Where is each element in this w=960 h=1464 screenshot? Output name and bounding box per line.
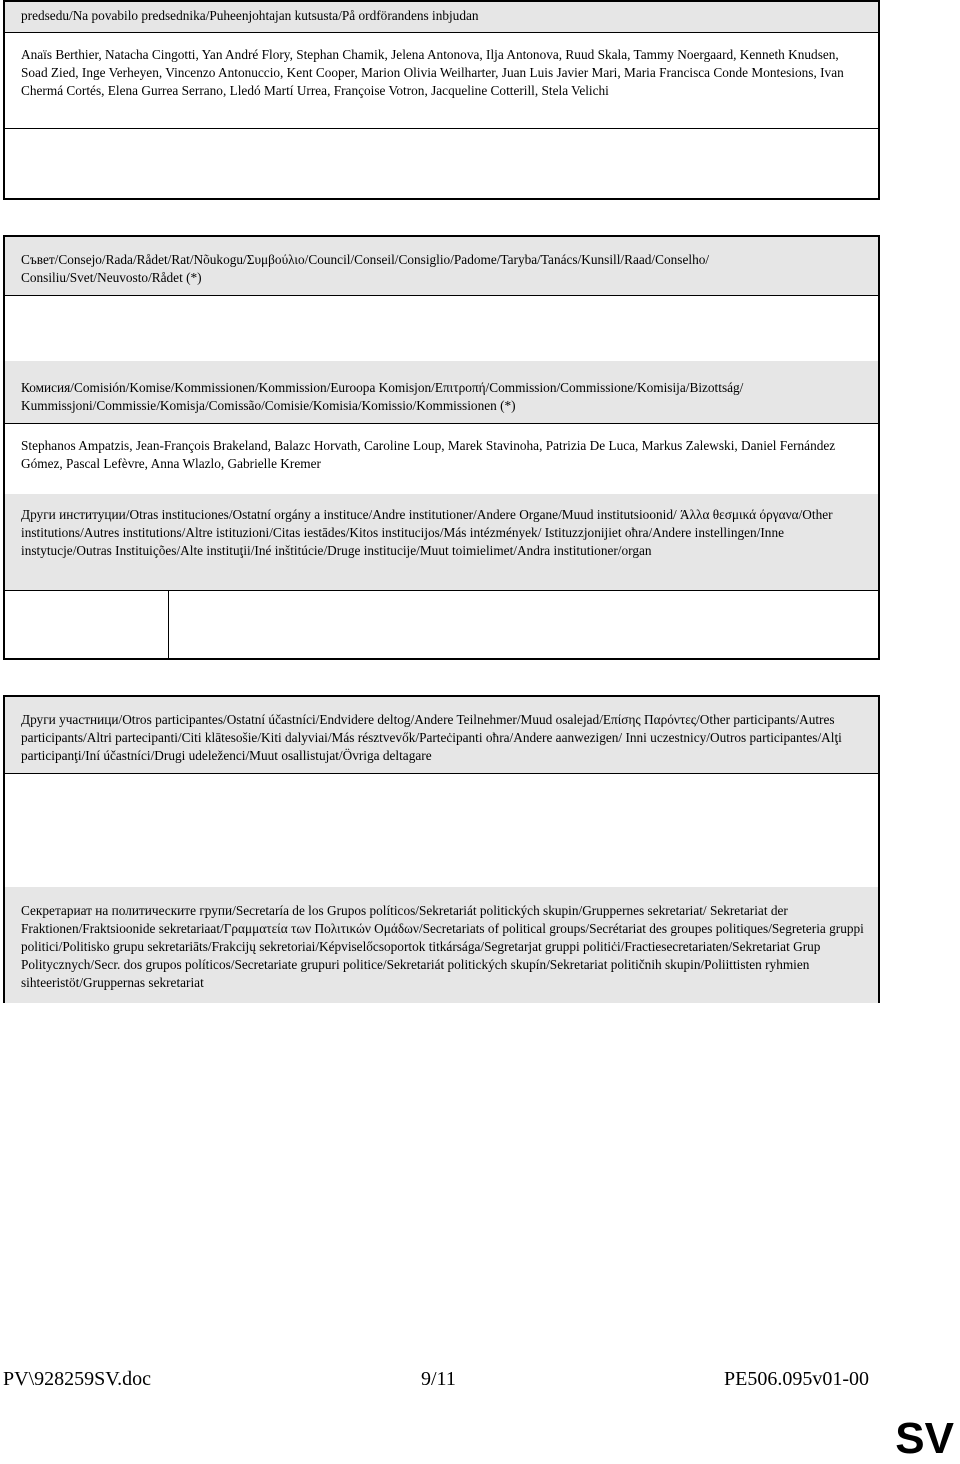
language-code: SV	[895, 1414, 954, 1463]
footer-pe-ref: PE506.095v01-00	[724, 1368, 869, 1390]
commission-names: Stephanos Ampatzis, Jean-François Brakeland, Balazc Horvath, Caroline Loup, Marek Stavinoha, Patrizia De Luca, Markus Zalewski, Daniel Fernández Gómez, Pascal Lefèvre, Anna Wlazlo, Gabrielle Kremer	[21, 438, 836, 471]
footer-doc-ref: PV\928259SV.doc	[3, 1368, 151, 1390]
footer-page-number: 9/11	[421, 1368, 456, 1390]
other-participants-heading: Други участници/Otros participantes/Ostatní účastníci/Endvidere deltog/Andere Teilnehmer/Muud osalejad/Επίσης Παρόντες/Other participants/Autres participants/Altri partecipanti/Citi klātesošie/Kiti dalyviai/Más résztvevők/Parteċipanti oħra/Andere aanwezigen/ Inni uczestnicy/Outros participantes/Alţi participanţi/Iní účastníci/Drugi udeleženci/Muut osallistujat/Övriga deltagare	[21, 712, 842, 763]
council-heading: Съвет/Consejo/Rada/Rådet/Rat/Nõukogu/Συμβούλιο/Council/Conseil/Consiglio/Padome/Taryba/Tanács/Kunsill/Raad/Conselho/ Consiliu/Svet/Neuvosto/Rådet (*)	[21, 252, 710, 285]
chair-invited-names: Anaïs Berthier, Natacha Cingotti, Yan André Flory, Stephan Chamik, Jelena Antonova, Ilja Antonova, Ruud Skala, Tammy Noergaard, Kenneth Knudsen, Soad Zied, Inge Verheyen, Vincenzo Antonuccio, Kent Cooper, Marion Olivia Weilharter, Juan Luis Javier Mari, Maria Francisca Conde Montesions, Ivan Chermá Cortés, Elena Gurrea Serrano, Lledó Martí Urrea, Françoise Votron, Jacqueline Cotterill, Stela Velichi	[21, 47, 844, 98]
other-institutions-heading: Други институции/Otras instituciones/Ostatní orgány a instituce/Andre institutioner/Andere Organe/Muud institutsioonid/ Άλλα θεσμικά όργανα/Other institutions/Autres institutions/Altre istituzioni/Citas iestādes/Kitos institucijos/Más intézmények/ Istituzzjonijiet oħra/Andere instellingen/Inne instytucje/Outras Instituições/Alte instituţii/Iné inštitúcie/Druge institucije/Muut toimielimet/Andra institutioner/organ	[21, 507, 833, 558]
participants-box	[3, 695, 880, 1003]
column-divider	[168, 590, 169, 660]
secretariats-heading: Секретариат на политическите групи/Secretaría de los Grupos políticos/Sekretariát politických skupin/Gruppernes sekretariat/ Sekretariat der Fraktionen/Fraktsioonide sekretariaat/Γραμματεία των Πολιτικών Ομάδων/Secretariats of political groups/Secrétariat des groupes politiques/Segreteria gruppi politici/Politisko grupu sekretariāts/Frakcijų sekretoriai/Képviselőcsoportok titkársága/Segretarjat gruppi politiċi/Fractiesecretariaten/Sekretariat Grup Politycznych/Secr. dos grupos políticos/Secretariate grupuri politice/Sekretariát politických skupín/Sekretariat političnih skupin/Poliittisten ryhmien sihteeristöt/Gruppernas sekretariat	[21, 903, 864, 990]
chair-invitation-box	[3, 0, 880, 200]
chair-heading: predsedu/Na povabilo predsednika/Puheenjohtajan kutsusta/På ordförandens inbjudan	[21, 8, 479, 23]
commission-heading: Комисия/Comisión/Komise/Kommissionen/Kommission/Euroopa Komisjon/Επιτροπή/Commission/Commissione/Komisija/Bizottság/ Kummissjoni/Commissie/Komisja/Comissão/Comisie/Komisia/Komissio/Kommissionen (*)	[21, 380, 744, 413]
institutions-box	[3, 235, 880, 660]
